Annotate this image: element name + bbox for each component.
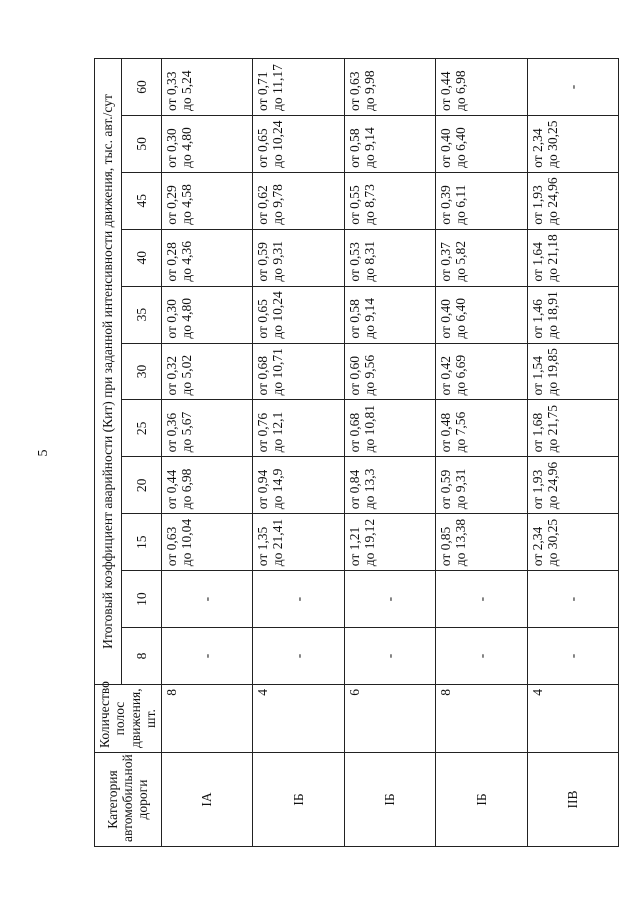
table-row — [527, 59, 619, 847]
header-intensity: 50 — [122, 115, 162, 172]
coefficient-cell: - — [527, 59, 619, 116]
coefficient-cell: от 1,21 до 19,12 — [344, 514, 436, 571]
coefficient-cell: от 0,44 до 6,98 — [436, 59, 528, 116]
coefficient-cell: от 0,58 до 9,14 — [344, 286, 436, 343]
page-number: 5 — [36, 449, 51, 457]
coefficient-cell: от 2,34 до 30,25 — [527, 115, 619, 172]
coefficient-cell: от 0,37 до 5,82 — [436, 229, 528, 286]
category-cell: IIВ — [527, 753, 619, 847]
category-cell: IБ — [344, 753, 436, 847]
coefficient-cell: от 0,55 до 8,73 — [344, 172, 436, 229]
coefficient-cell: от 0,44 до 6,98 — [161, 457, 253, 514]
coefficient-cell: от 0,30 до 4,80 — [161, 286, 253, 343]
coefficient-cell: от 0,58 до 9,14 — [344, 115, 436, 172]
coefficient-cell: - — [161, 571, 253, 628]
coefficient-cell: от 0,65 до 10,24 — [253, 286, 345, 343]
coefficient-cell: от 0,29 до 4,58 — [161, 172, 253, 229]
header-intensity: 30 — [122, 343, 162, 400]
coefficient-cell: - — [344, 628, 436, 685]
coefficient-cell: от 0,53 до 8,31 — [344, 229, 436, 286]
rotated-table-container — [94, 58, 600, 847]
header-intensity: 40 — [122, 229, 162, 286]
coefficient-cell: - — [436, 628, 528, 685]
coefficient-cell: от 0,60 до 9,56 — [344, 343, 436, 400]
coefficient-cell: - — [527, 571, 619, 628]
lanes-cell: 4 — [253, 685, 345, 753]
coefficient-cell: от 0,63 до 10,04 — [161, 514, 253, 571]
table-row — [161, 59, 253, 847]
coefficient-cell: от 0,40 до 6,40 — [436, 286, 528, 343]
coefficient-cell: от 0,62 до 9,78 — [253, 172, 345, 229]
coefficient-cell: от 0,63 до 9,98 — [344, 59, 436, 116]
coefficient-cell: от 0,76 до 12,1 — [253, 400, 345, 457]
table-row — [344, 59, 436, 847]
coefficient-cell: от 1,35 до 21,41 — [253, 514, 345, 571]
coefficient-cell: от 1,93 до 24,96 — [527, 457, 619, 514]
coefficient-cell: от 0,39 до 6,11 — [436, 172, 528, 229]
category-cell: IA — [161, 753, 253, 847]
lanes-cell: 8 — [161, 685, 253, 753]
header-lanes: Количество полос движения, шт. — [95, 685, 162, 753]
coefficient-cell: - — [436, 571, 528, 628]
coefficient-cell: от 0,65 до 10,24 — [253, 115, 345, 172]
header-intensity: 45 — [122, 172, 162, 229]
coefficient-cell: от 1,54 до 19,85 — [527, 343, 619, 400]
coefficient-cell: от 0,40 до 6,40 — [436, 115, 528, 172]
coefficient-cell: от 0,42 до 6,69 — [436, 343, 528, 400]
lanes-cell: 6 — [344, 685, 436, 753]
coefficient-cell: от 1,93 до 24,96 — [527, 172, 619, 229]
coefficient-cell: - — [253, 571, 345, 628]
coefficient-cell: от 1,64 до 21,18 — [527, 229, 619, 286]
lanes-cell: 4 — [527, 685, 619, 753]
coefficient-cell: от 0,71 до 11,17 — [253, 59, 345, 116]
coefficient-cell: от 1,68 до 21,75 — [527, 400, 619, 457]
coefficient-cell: от 0,85 до 13,38 — [436, 514, 528, 571]
category-cell: IБ — [253, 753, 345, 847]
coefficient-cell: от 0,28 до 4,36 — [161, 229, 253, 286]
coefficient-cell: от 0,48 до 7,56 — [436, 400, 528, 457]
table-row — [436, 59, 528, 847]
table-row — [253, 59, 345, 847]
coefficient-cell: от 0,59 до 9,31 — [253, 229, 345, 286]
coefficient-cell: - — [344, 571, 436, 628]
coefficient-cell: от 0,36 до 5,67 — [161, 400, 253, 457]
coefficient-cell: от 0,94 до 14,9 — [253, 457, 345, 514]
header-intensity: 8 — [122, 628, 162, 685]
coefficient-cell: от 0,30 до 4,80 — [161, 115, 253, 172]
coefficient-cell: от 0,68 до 10,81 — [344, 400, 436, 457]
coefficient-cell: от 0,32 до 5,02 — [161, 343, 253, 400]
accident-coefficient-table — [94, 58, 619, 847]
coefficient-cell: - — [253, 628, 345, 685]
header-intensity: 60 — [122, 59, 162, 116]
coefficient-cell: от 0,33 до 5,24 — [161, 59, 253, 116]
header-intensity: 25 — [122, 400, 162, 457]
coefficient-cell: от 0,84 до 13,3 — [344, 457, 436, 514]
header-intensity: 15 — [122, 514, 162, 571]
lanes-cell: 8 — [436, 685, 528, 753]
header-category: Категория автомобильной дороги — [95, 753, 162, 847]
coefficient-cell: от 2,34 до 30,25 — [527, 514, 619, 571]
header-intensity: 20 — [122, 457, 162, 514]
category-cell: IБ — [436, 753, 528, 847]
header-intensity: 10 — [122, 571, 162, 628]
coefficient-cell: от 0,59 до 9,31 — [436, 457, 528, 514]
coefficient-cell: - — [161, 628, 253, 685]
header-coefficient-group: Итоговый коэффициент аварийности (Кит) при заданной интенсивности движения, тыс. авт./сут — [95, 59, 122, 685]
header-intensity: 35 — [122, 286, 162, 343]
coefficient-cell: - — [527, 628, 619, 685]
coefficient-cell: от 1,46 до 18,91 — [527, 286, 619, 343]
coefficient-cell: от 0,68 до 10,71 — [253, 343, 345, 400]
